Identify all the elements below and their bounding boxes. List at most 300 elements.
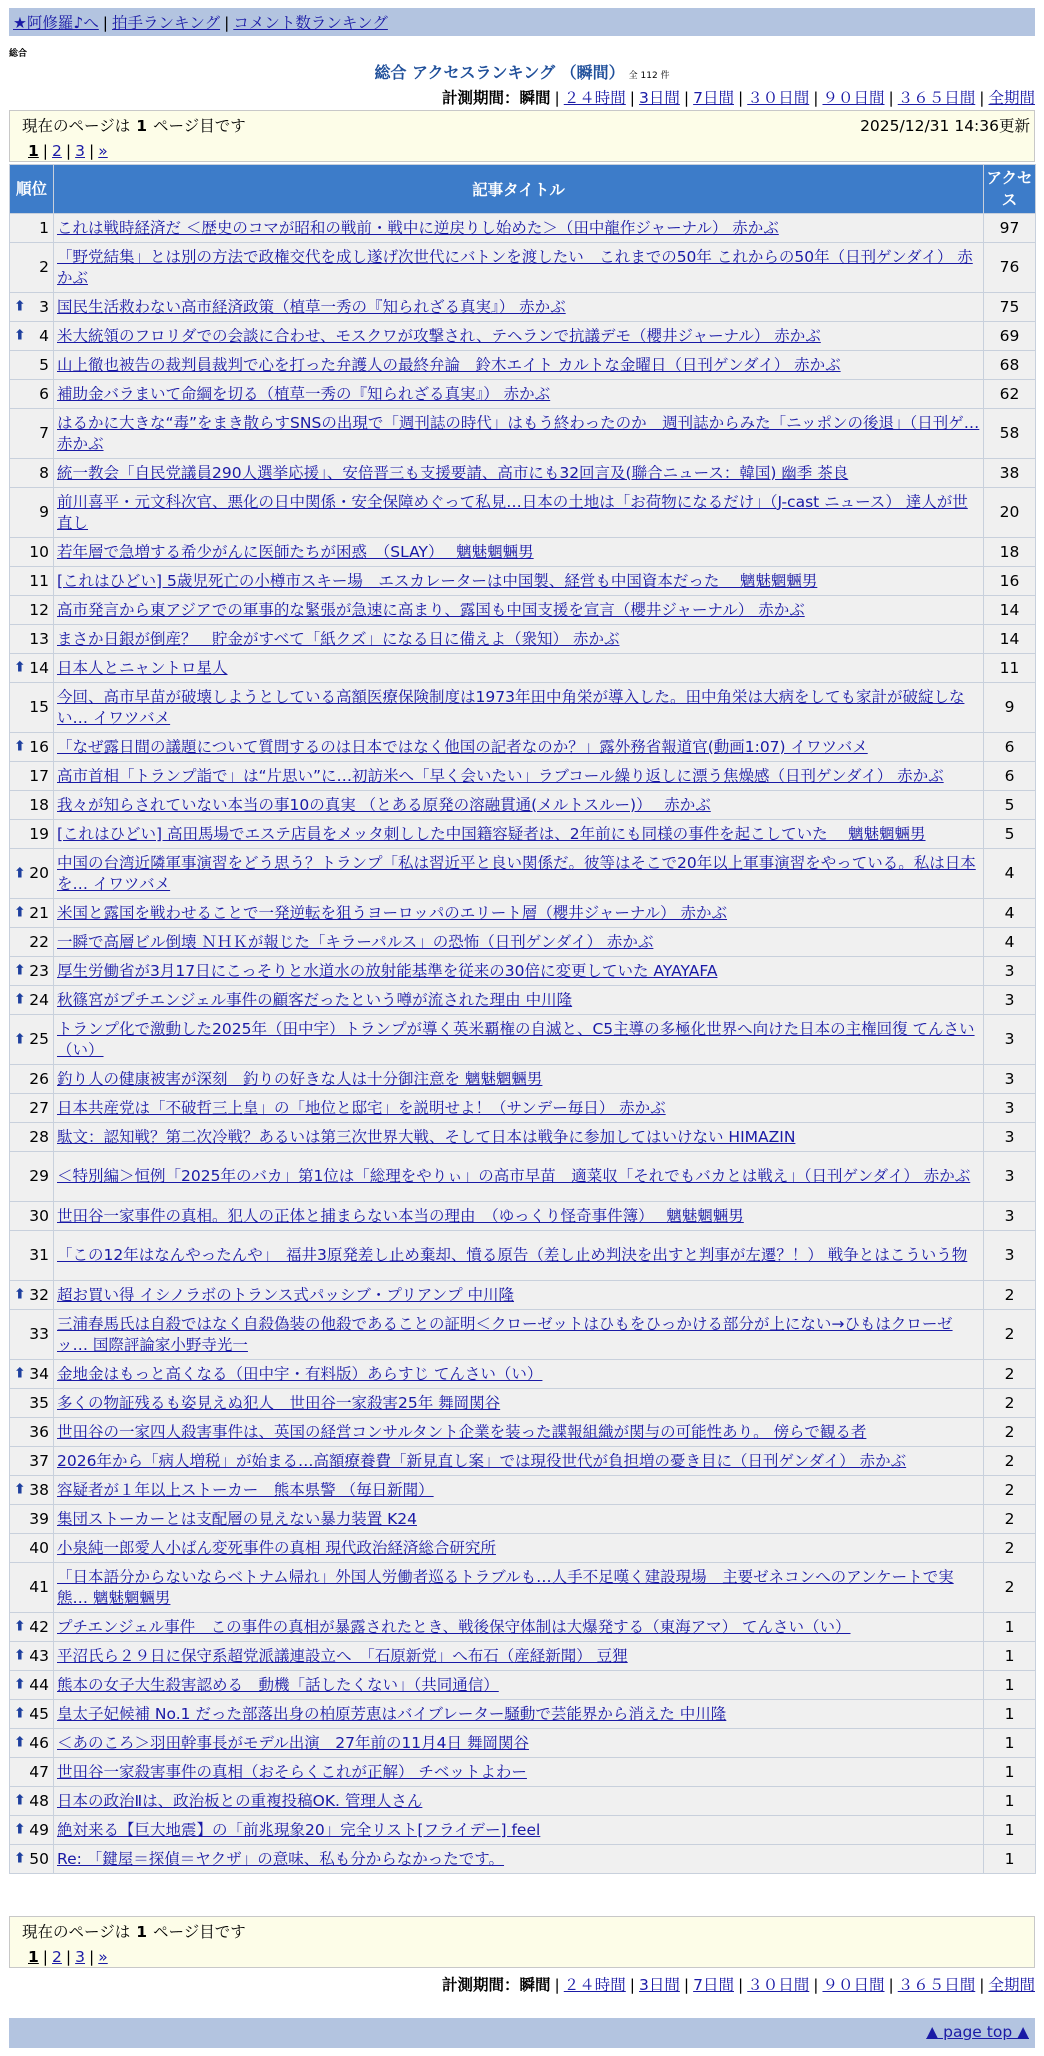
- up-arrow-icon: ⬆: [14, 865, 26, 881]
- rank-cell: [10, 567, 54, 596]
- rank-number: 39: [29, 1509, 49, 1528]
- table-row: [10, 538, 1036, 567]
- table-row: [10, 791, 1036, 820]
- period-link[interactable]: 全期間: [988, 89, 1035, 107]
- period-link[interactable]: 全期間: [988, 1976, 1035, 1994]
- article-link[interactable]: [これはひどい] 5歳児死亡の小樽市スキー場 エスカレーターは中国製、経営も中国資本だった 魑魅魍魎男: [57, 571, 818, 590]
- article-link[interactable]: 国民生活救わない高市経済政策（植草一秀の『知られざる真実』） 赤かぶ: [57, 297, 566, 316]
- title-cell: [54, 1310, 984, 1360]
- rank-cell: [10, 1202, 54, 1231]
- article-link[interactable]: 厚生労働省が3月17日にこっそりと水道水の放射能基準を従来の30倍に変更していた AYAYAFA: [57, 961, 718, 980]
- access-count: 2: [984, 1360, 1036, 1389]
- title-cell: [54, 293, 984, 322]
- table-row: [10, 1281, 1036, 1310]
- rank-number: 3: [39, 297, 49, 316]
- access-count: 4: [984, 899, 1036, 928]
- access-count: 1: [984, 1642, 1036, 1671]
- access-count: 3: [984, 1015, 1036, 1065]
- total-count: 全 112 件: [628, 71, 670, 81]
- article-link[interactable]: 我々が知らされていない本当の事10の真実 （とある原発の溶融貫通(メルトスルー)） 赤かぶ: [57, 795, 711, 814]
- article-link[interactable]: 三浦春馬氏は自殺ではなく自殺偽装の他殺であることの証明＜クローゼットはひもをひっかける部分が上にない→ひもはクローゼッ… 国際評論家小野寺光一: [57, 1314, 953, 1354]
- current-page-post: ページ目です: [153, 117, 246, 135]
- rank-cell: [10, 409, 54, 459]
- rank-cell: [10, 957, 54, 986]
- page-link-2[interactable]: 2: [52, 1948, 62, 1966]
- rank-number: 15: [29, 698, 49, 716]
- access-count: 1: [984, 1787, 1036, 1816]
- table-row: [10, 1310, 1036, 1360]
- rank-number: 43: [29, 1646, 49, 1665]
- rank-number: 31: [29, 1246, 49, 1264]
- table-row: [10, 1476, 1036, 1505]
- article-link[interactable]: ＜特別編＞恒例「2025年のバカ」第1位は「総理をやりぃ」の高市早苗 適菜収「それでもバカとは戦え」（日刊ゲンダイ） 赤かぶ: [57, 1167, 971, 1185]
- rank-number: 44: [29, 1675, 49, 1694]
- access-count: 3: [984, 986, 1036, 1015]
- article-link[interactable]: プチエンジェル事件 この事件の真相が暴露されたとき、戦後保守体制は大爆発する（東海アマ） てんさい（い）: [57, 1617, 851, 1636]
- title-cell: [54, 1152, 984, 1202]
- rank-number: 29: [29, 1167, 49, 1185]
- period-separator: |: [888, 1976, 894, 1994]
- title-cell: [54, 986, 984, 1015]
- rank-number: 40: [29, 1538, 49, 1557]
- rank-cell: [10, 1418, 54, 1447]
- rank-number: 21: [29, 903, 49, 922]
- article-link[interactable]: 日本の政治Ⅱは、政治板との重複投稿OK. 管理人さん: [57, 1791, 423, 1810]
- title-cell: [54, 1360, 984, 1389]
- article-link[interactable]: 金地金はもっと高くなる（田中宇・有料版）あらすじ てんさい（い）: [57, 1364, 543, 1383]
- up-arrow-icon: ⬆: [14, 991, 26, 1008]
- clap-ranking-link[interactable]: 拍手ランキング: [112, 14, 221, 32]
- access-count: 9: [984, 683, 1036, 733]
- page-separator: |: [42, 1948, 49, 1966]
- rank-cell: [10, 1729, 54, 1758]
- rank-cell: [10, 1505, 54, 1534]
- period-link[interactable]: ３６５日間: [897, 89, 976, 107]
- nav-separator: |: [224, 14, 230, 32]
- rank-number: 17: [29, 766, 49, 785]
- title-cell: [54, 243, 984, 293]
- page-link-2[interactable]: 2: [52, 142, 62, 160]
- rank-cell: [10, 986, 54, 1015]
- table-row: [10, 625, 1036, 654]
- access-count: 97: [984, 214, 1036, 243]
- article-link[interactable]: これは戦時経済だ ＜歴史のコマが昭和の戦前・戦中に逆戻りし始めた＞（田中龍作ジャーナル） 赤かぶ: [57, 218, 779, 237]
- table-row: [10, 459, 1036, 488]
- article-link[interactable]: 今回、高市早苗が破壊しようとしている高額医療保険制度は1973年田中角栄が導入した。田中角栄は大病をしても家計が破綻しない… イワツバメ: [57, 687, 965, 727]
- article-link[interactable]: 集団ストーカーとは支配層の見えない暴力装置 K24: [57, 1509, 418, 1528]
- title-cell: [54, 596, 984, 625]
- article-link[interactable]: 超お買い得 イシノラボのトランス式パッシブ・プリアンプ 中川隆: [57, 1285, 515, 1304]
- rank-cell: [10, 928, 54, 957]
- period-label: 計測期間：: [442, 1976, 520, 1994]
- rank-cell: [10, 351, 54, 380]
- table-row: [10, 1202, 1036, 1231]
- period-link[interactable]: ３６５日間: [897, 1976, 976, 1994]
- page-title-wrap: [0, 60, 1044, 83]
- title-cell: [54, 791, 984, 820]
- title-cell: [54, 322, 984, 351]
- article-link[interactable]: 「この12年はなんやったんや」 福井3原発差し止め棄却、憤る原告（差し止め判決を出すと判事が左遷？！） 戦争とはこういう物: [57, 1246, 968, 1264]
- article-link[interactable]: 平沼氏ら２９日に保守系超党派議連設立へ 「石原新党」へ布石（産経新聞） 豆狸: [57, 1646, 628, 1665]
- rank-number: 23: [29, 961, 49, 980]
- rank-number: 18: [29, 795, 49, 814]
- access-count: 38: [984, 459, 1036, 488]
- table-row: [10, 322, 1036, 351]
- title-cell: [54, 1534, 984, 1563]
- table-row: [10, 409, 1036, 459]
- article-link[interactable]: トランプ化で激動した2025年（田中宇）トランプが導く英米覇権の自滅と、C5主導の多極化世界へ向けた日本の主権回復 てんさい（い）: [57, 1019, 975, 1059]
- access-count: 4: [984, 849, 1036, 899]
- title-cell: [54, 538, 984, 567]
- access-count: 2: [984, 1310, 1036, 1360]
- access-count: 2: [984, 1505, 1036, 1534]
- title-cell: [54, 683, 984, 733]
- article-link[interactable]: 小泉純一郎愛人小ばん変死事件の真相 現代政治経済総合研究所: [57, 1538, 496, 1557]
- rank-number: 50: [29, 1849, 49, 1868]
- title-cell: [54, 1015, 984, 1065]
- access-count: 2: [984, 1418, 1036, 1447]
- rank-cell: [10, 596, 54, 625]
- rank-cell: [10, 820, 54, 849]
- access-count: 69: [984, 322, 1036, 351]
- rank-cell: [10, 1816, 54, 1845]
- page-link-1[interactable]: 1: [28, 142, 39, 160]
- access-count: 75: [984, 293, 1036, 322]
- period-link[interactable]: ２４時間: [563, 1976, 626, 1994]
- rank-number: 8: [39, 463, 49, 482]
- period-link[interactable]: ３０日間: [747, 1976, 810, 1994]
- rank-number: 16: [29, 737, 49, 756]
- article-link[interactable]: 日本人とニャントロ星人: [57, 658, 228, 677]
- period-separator: |: [738, 1976, 744, 1994]
- rank-number: 25: [29, 1030, 49, 1048]
- article-link[interactable]: ＜あのころ＞羽田幹事長がモデル出演 27年前の11月4日 舞岡関谷: [57, 1733, 529, 1752]
- period-separator: |: [683, 89, 690, 107]
- rank-cell: [10, 1447, 54, 1476]
- access-count: 1: [984, 1758, 1036, 1787]
- article-link[interactable]: 米大統領のフロリダでの会談に合わせ、モスクワが攻撃され、テヘランで抗議デモ（櫻井ジャーナル） 赤かぶ: [57, 326, 821, 345]
- table-row: [10, 1671, 1036, 1700]
- rank-cell: [10, 1845, 54, 1874]
- rank-cell: [10, 293, 54, 322]
- title-cell: [54, 1094, 984, 1123]
- access-count: 1: [984, 1613, 1036, 1642]
- rank-number: 34: [29, 1364, 49, 1383]
- title-cell: [54, 1202, 984, 1231]
- access-count: 6: [984, 762, 1036, 791]
- title-cell: [54, 1671, 984, 1700]
- table-row: [10, 1152, 1036, 1202]
- home-link[interactable]: ★阿修羅♪へ: [13, 14, 99, 32]
- rank-cell: [10, 1281, 54, 1310]
- title-cell: [54, 899, 984, 928]
- period-separator: |: [888, 89, 894, 107]
- table-row: [10, 849, 1036, 899]
- current-page-pre: 現在のページは: [22, 1923, 131, 1941]
- title-cell: [54, 849, 984, 899]
- comment-ranking-link[interactable]: コメント数ランキング: [233, 14, 388, 32]
- access-count: 2: [984, 1476, 1036, 1505]
- rank-number: 46: [29, 1733, 49, 1752]
- article-link[interactable]: 統一教会「自民党議員290人選挙応援」、安倍晋三も支援要請、高市にも32回言及(聯合ニュース：韓国) 幽季 茶良: [57, 463, 849, 482]
- title-cell: [54, 380, 984, 409]
- rank-number: 45: [29, 1704, 49, 1723]
- rank-cell: [10, 1015, 54, 1065]
- article-link[interactable]: 皇太子妃候補 No.1 だった部落出身の柏原芳恵はバイブレーター騒動で芸能界から消えた 中川隆: [57, 1704, 727, 1723]
- access-count: 4: [984, 928, 1036, 957]
- access-count: 3: [984, 1094, 1036, 1123]
- next-page-link[interactable]: »: [98, 1948, 108, 1966]
- article-link[interactable]: 米国と露国を戦わせることで一発逆転を狙うヨーロッパのエリート層（櫻井ジャーナル） 赤かぶ: [57, 903, 728, 922]
- nav-separator: |: [102, 14, 109, 32]
- up-arrow-icon: ⬆: [14, 327, 26, 344]
- title-cell: [54, 1613, 984, 1642]
- table-row: [10, 957, 1036, 986]
- up-arrow-icon: ⬆: [14, 1365, 26, 1382]
- table-row: [10, 1418, 1036, 1447]
- table-row: [10, 1816, 1036, 1845]
- page-title: 総合 アクセスランキング （瞬間）: [374, 63, 625, 82]
- table-row: [10, 1447, 1036, 1476]
- rank-number: 14: [29, 658, 49, 677]
- access-count: 3: [984, 1202, 1036, 1231]
- title-cell: [54, 820, 984, 849]
- article-link[interactable]: 熊本の女子大生殺害認める 動機「話したくない」（共同通信）: [57, 1675, 499, 1694]
- access-count: 3: [984, 1231, 1036, 1281]
- access-count: 2: [984, 1563, 1036, 1613]
- rank-number: 48: [29, 1791, 49, 1810]
- access-count: 20: [984, 488, 1036, 538]
- paging-box-top: [9, 110, 1035, 162]
- article-link[interactable]: 世田谷一家殺害事件の真相（おそらくこれが正解） チベットよわー: [57, 1762, 527, 1781]
- rank-number: 9: [39, 503, 49, 521]
- title-cell: [54, 762, 984, 791]
- rank-number: 11: [29, 571, 49, 590]
- current-page-pre: 現在のページは: [22, 117, 131, 135]
- period-separator: |: [554, 1976, 560, 1994]
- period-link[interactable]: 7日間: [693, 1976, 734, 1994]
- rank-number: 22: [29, 932, 49, 951]
- updated-timestamp: 2025/12/31 14:36更新: [860, 117, 1030, 135]
- table-row: [10, 1700, 1036, 1729]
- rank-cell: [10, 733, 54, 762]
- period-link[interactable]: ２４時間: [563, 89, 626, 107]
- article-link[interactable]: 多くの物証残るも姿見えぬ犯人 世田谷一家殺害25年 舞岡関谷: [57, 1393, 501, 1412]
- access-count: 5: [984, 820, 1036, 849]
- rank-cell: [10, 1065, 54, 1094]
- rank-number: 7: [39, 424, 49, 442]
- article-link[interactable]: 「日本語分からないならベトナム帰れ」外国人労働者巡るトラブルも…人手不足嘆く建設現場 主要ゼネコンへのアンケートで実態… 魑魅魍魎男: [57, 1567, 954, 1607]
- page-separator: |: [65, 142, 72, 160]
- rank-number: 28: [29, 1127, 49, 1146]
- article-link[interactable]: 容疑者が１年以上ストーカー 熊本県警 （毎日新聞）: [57, 1480, 434, 1499]
- next-page-link[interactable]: »: [98, 142, 108, 160]
- rank-cell: [10, 762, 54, 791]
- rank-cell: [10, 791, 54, 820]
- rank-cell: [10, 1758, 54, 1787]
- table-row: [10, 567, 1036, 596]
- title-cell: [54, 1505, 984, 1534]
- access-count: 2: [984, 1389, 1036, 1418]
- access-count: 18: [984, 538, 1036, 567]
- pagination: [28, 142, 1022, 160]
- rank-number: 5: [39, 355, 49, 374]
- table-row: [10, 928, 1036, 957]
- article-link[interactable]: 釣り人の健康被害が深刻 釣りの好きな人は十分御注意を 魑魅魍魎男: [57, 1069, 543, 1088]
- rank-number: 10: [29, 542, 49, 561]
- page-top-link[interactable]: ▲ page top ▲: [926, 2023, 1029, 2041]
- article-link[interactable]: 前川喜平・元文科次官、悪化の日中関係・安全保障めぐって私見…日本の土地は「お荷物になるだけ」（J-cast ニュース） 達人が世直し: [57, 492, 968, 532]
- page-separator: |: [42, 142, 49, 160]
- rank-number: 13: [29, 629, 49, 648]
- period-current: 瞬間: [519, 1976, 551, 1994]
- page-separator: |: [89, 142, 95, 160]
- article-link[interactable]: 「野党結集」とは別の方法で政権交代を成し遂げ次世代にバトンを渡したい これまでの50年 これからの50年（日刊ゲンダイ） 赤かぶ: [57, 247, 973, 287]
- article-link[interactable]: 駄文：認知戦？第二次冷戦？あるいは第三次世界大戦、そして日本は戦争に参加してはいけない HIMAZIN: [57, 1127, 796, 1146]
- table-row: [10, 1729, 1036, 1758]
- rank-cell: [10, 1613, 54, 1642]
- table-row: [10, 488, 1036, 538]
- rank-cell: [10, 380, 54, 409]
- rank-number: 20: [29, 864, 49, 882]
- rank-cell: [10, 1534, 54, 1563]
- rank-cell: [10, 1476, 54, 1505]
- article-link[interactable]: 一瞬で高層ビル倒壊 ＮＨＫが報じた「キラーパルス」の恐怖（日刊ゲンダイ） 赤かぶ: [57, 932, 654, 951]
- period-separator: |: [738, 89, 744, 107]
- article-link[interactable]: まさか日銀が倒産？ 貯金がすべて「紙クズ」になる日に備えよ（衆知） 赤かぶ: [57, 629, 620, 648]
- article-link[interactable]: 若年層で急増する希少がんに医師たちが困惑 （SLAY） 魑魅魍魎男: [57, 542, 534, 561]
- page-link-3[interactable]: 3: [75, 142, 86, 160]
- title-cell: [54, 214, 984, 243]
- access-count: 14: [984, 625, 1036, 654]
- rank-cell: [10, 1389, 54, 1418]
- up-arrow-icon: ⬆: [14, 298, 26, 315]
- rank-number: 24: [29, 990, 49, 1009]
- ranking-table: [9, 164, 1036, 1874]
- category-label: 総合: [9, 49, 28, 59]
- article-link[interactable]: 「なぜ露日間の議題について質問するのは日本ではなく他国の記者なのか？」露外務省報道官(動画1:07) イワツバメ: [57, 737, 868, 756]
- table-row: [10, 243, 1036, 293]
- period-link[interactable]: 7日間: [693, 89, 734, 107]
- period-selector-bottom: [442, 1973, 1035, 1995]
- access-count: 5: [984, 791, 1036, 820]
- table-row: [10, 380, 1036, 409]
- table-row: [10, 1534, 1036, 1563]
- title-cell: [54, 409, 984, 459]
- title-cell: [54, 733, 984, 762]
- rank-cell: [10, 488, 54, 538]
- period-separator: |: [629, 1976, 636, 1994]
- page-link-3[interactable]: 3: [75, 1948, 86, 1966]
- title-cell: [54, 1418, 984, 1447]
- page-link-1[interactable]: 1: [28, 1948, 39, 1966]
- access-count: 1: [984, 1845, 1036, 1874]
- period-link[interactable]: 3日間: [639, 89, 680, 107]
- period-link[interactable]: ３０日間: [747, 89, 810, 107]
- article-link[interactable]: 中国の台湾近隣軍事演習をどう思う？トランプ「私は習近平と良い関係だ。彼等はそこで20年以上軍事演習をやっている。私は日本を… イワツバメ: [57, 853, 976, 893]
- rank-number: 4: [39, 326, 49, 345]
- up-arrow-icon: ⬆: [14, 1481, 26, 1498]
- up-arrow-icon: ⬆: [14, 1850, 26, 1867]
- rank-cell: [10, 849, 54, 899]
- access-count: 76: [984, 243, 1036, 293]
- period-link[interactable]: ９０日間: [822, 1976, 885, 1994]
- period-separator: |: [979, 89, 985, 107]
- rank-number: 26: [29, 1069, 49, 1088]
- table-row: [10, 1505, 1036, 1534]
- current-page-number: 1: [136, 1923, 147, 1941]
- access-count: 1: [984, 1816, 1036, 1845]
- table-row: [10, 654, 1036, 683]
- rank-number: 35: [29, 1393, 49, 1412]
- up-arrow-icon: ⬆: [14, 1821, 26, 1838]
- table-row: [10, 1563, 1036, 1613]
- article-link[interactable]: 日本共産党は「不破哲三上皇」の「地位と邸宅」を説明せよ！（サンデー毎日） 赤かぶ: [57, 1098, 666, 1117]
- article-link[interactable]: 2026年から「病人増税」が始まる…高額療養費「新見直し案」では現役世代が負担増の憂き目に（日刊ゲンダイ） 赤かぶ: [57, 1451, 907, 1470]
- title-cell: [54, 957, 984, 986]
- table-row: [10, 820, 1036, 849]
- rank-number: 32: [29, 1285, 49, 1304]
- rank-number: 27: [29, 1098, 49, 1117]
- article-link[interactable]: 高市首相「トランプ詣で」は“片思い”に…初訪米へ「早く会いたい」ラブコール繰り返しに漂う焦燥感（日刊ゲンダイ） 赤かぶ: [57, 766, 944, 785]
- rank-cell: [10, 1671, 54, 1700]
- article-link[interactable]: 高市発言から東アジアでの軍事的な緊張が急速に高まり、露国も中国支援を宣言（櫻井ジャーナル） 赤かぶ: [57, 600, 805, 619]
- table-row: [10, 986, 1036, 1015]
- rank-cell: [10, 1642, 54, 1671]
- col-header-title: 記事タイトル: [54, 165, 984, 214]
- rank-cell: [10, 538, 54, 567]
- article-link[interactable]: はるかに大きな“毒”をまき散らすSNSの出現で「週刊誌の時代」はもう終わったのか 週刊誌からみた「ニッポンの後退」（日刊ゲ… 赤かぶ: [57, 413, 980, 453]
- title-cell: [54, 1281, 984, 1310]
- rank-number: 30: [29, 1206, 49, 1225]
- table-row: [10, 351, 1036, 380]
- access-count: 3: [984, 957, 1036, 986]
- period-separator: |: [979, 1976, 985, 1994]
- access-count: 11: [984, 654, 1036, 683]
- rank-cell: [10, 654, 54, 683]
- table-row: [10, 762, 1036, 791]
- rank-number: 12: [29, 600, 49, 619]
- up-arrow-icon: ⬆: [14, 1618, 26, 1635]
- rank-cell: [10, 1152, 54, 1202]
- ranking-table-body: [10, 214, 1036, 1874]
- article-link[interactable]: Re: 「鍵屋＝探偵＝ヤクザ」の意味、私も分からなかったです。: [57, 1849, 505, 1868]
- access-count: 2: [984, 1447, 1036, 1476]
- access-count: 68: [984, 351, 1036, 380]
- title-cell: [54, 1123, 984, 1152]
- title-cell: [54, 1231, 984, 1281]
- current-page-post: ページ目です: [153, 1923, 246, 1941]
- title-cell: [54, 1758, 984, 1787]
- up-arrow-icon: ⬆: [14, 738, 26, 755]
- rank-cell: [10, 1563, 54, 1613]
- article-link[interactable]: [これはひどい] 高田馬場でエステ店員をメッタ刺しした中国籍容疑者は、2年前にも同様の事件を起こしていた 魑魅魍魎男: [57, 824, 926, 843]
- article-link[interactable]: 補助金バラまいて命綱を切る（植草一秀の『知られざる真実』） 赤かぶ: [57, 384, 551, 403]
- article-link[interactable]: 山上徹也被告の裁判員裁判で心を打った弁護人の最終弁論 鈴木エイト カルトな金曜日（日刊ゲンダイ） 赤かぶ: [57, 355, 841, 374]
- article-link[interactable]: 世田谷一家事件の真相。犯人の正体と捕まらない本当の理由 （ゆっくり怪奇事件簿） 魑魅魍魎男: [57, 1206, 744, 1225]
- rank-number: 37: [29, 1451, 49, 1470]
- period-link[interactable]: 3日間: [639, 1976, 680, 1994]
- article-link[interactable]: 秋篠宮がプチエンジェル事件の顧客だったという噂が流された理由 中川隆: [57, 990, 573, 1009]
- up-arrow-icon: ⬆: [14, 659, 26, 676]
- period-link[interactable]: ９０日間: [822, 89, 885, 107]
- col-header-rank: 順位: [10, 165, 54, 214]
- access-count: 3: [984, 1065, 1036, 1094]
- up-arrow-icon: ⬆: [14, 1647, 26, 1664]
- article-link[interactable]: 世田谷の一家四人殺害事件は、英国の経営コンサルタント企業を装った諜報組織が関与の可能性あり。 傍らで観る者: [57, 1422, 867, 1441]
- access-count: 3: [984, 1123, 1036, 1152]
- article-link[interactable]: 絶対来る【巨大地震】の「前兆現象20」完全リスト[フライデー] feel: [57, 1820, 541, 1839]
